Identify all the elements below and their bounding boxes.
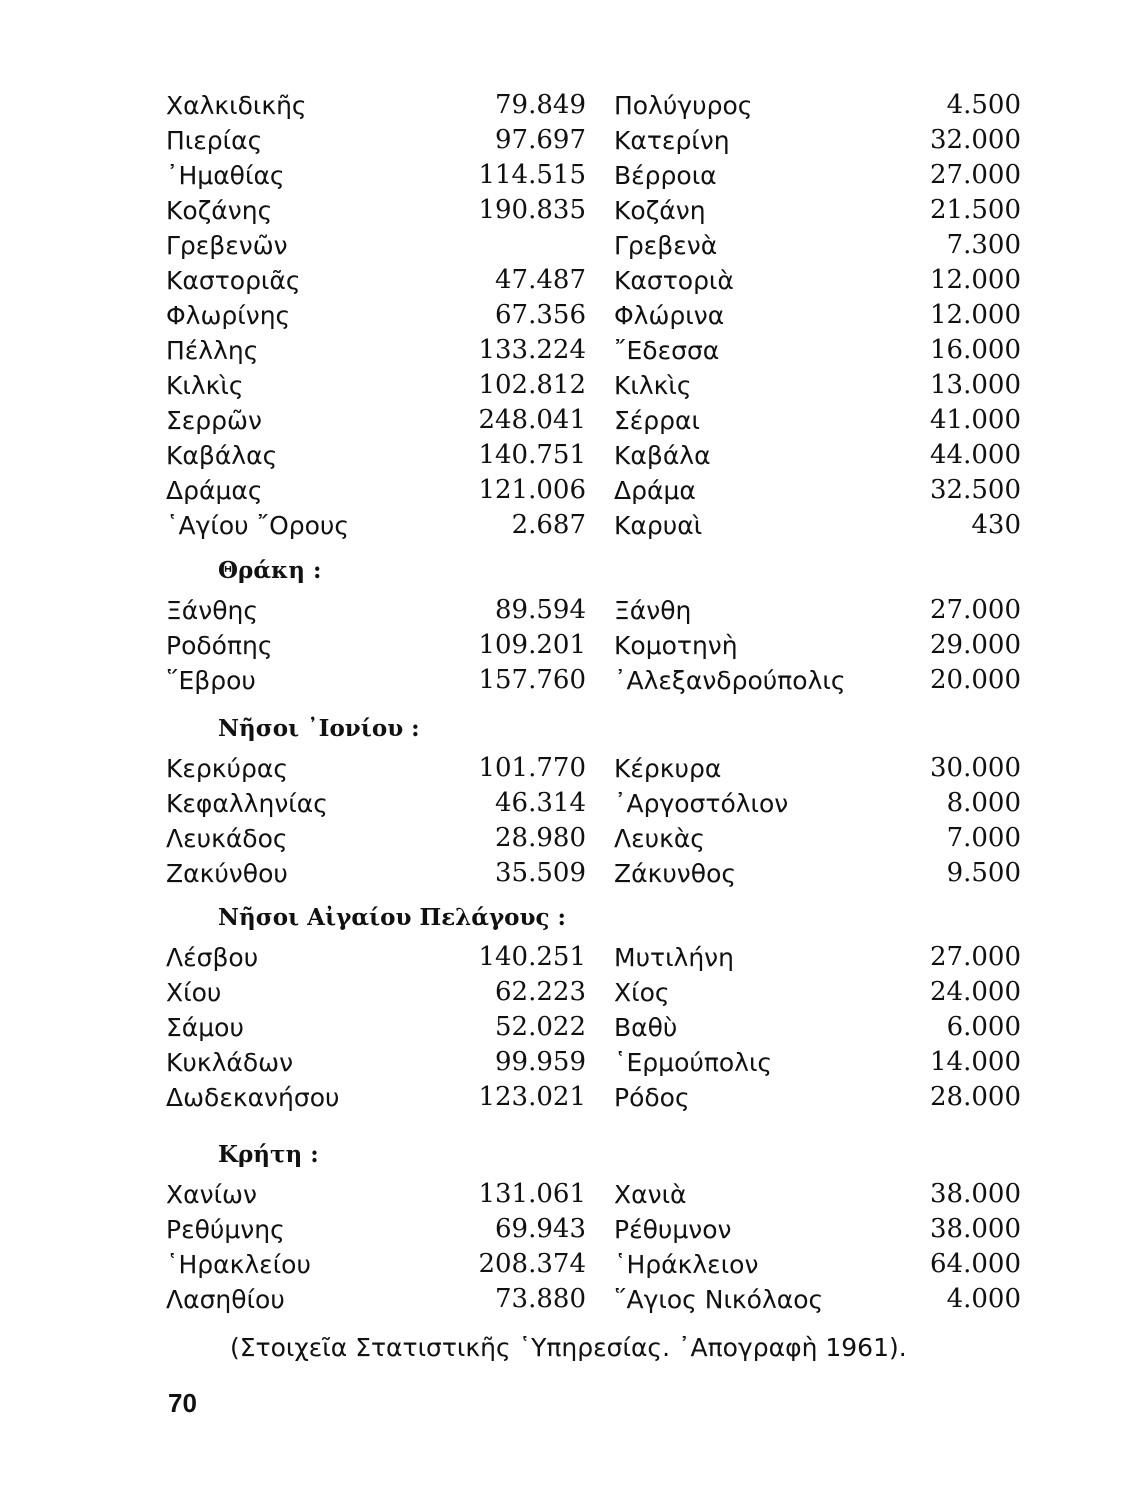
capital-town: Ζάκυνθος xyxy=(614,859,737,888)
capital-town: ῾Ερμούπολις xyxy=(614,1048,773,1077)
prefecture-population: 109.201 xyxy=(478,630,586,660)
prefecture-population: 52.022 xyxy=(495,1012,586,1042)
prefecture-name: Κερκύρας xyxy=(166,754,288,783)
prefecture-population: 248.041 xyxy=(478,405,586,435)
group-crete xyxy=(166,1132,1026,1317)
capital-population: 16.000 xyxy=(930,335,1021,365)
capital-population: 30.000 xyxy=(930,753,1021,783)
table-row xyxy=(166,403,1026,438)
rows xyxy=(166,88,1026,543)
capital-town: Κομοτηνὴ xyxy=(614,631,738,660)
table-row xyxy=(166,193,1026,228)
table-row xyxy=(166,228,1026,263)
table-row xyxy=(166,975,1026,1010)
capital-population: 9.500 xyxy=(946,858,1021,888)
prefecture-population: 123.021 xyxy=(478,1082,586,1112)
prefecture-name: Γρεβενῶν xyxy=(166,231,288,260)
prefecture-name: Ζακύνθου xyxy=(166,859,288,888)
table-row xyxy=(166,940,1026,975)
prefecture-name: Λευκάδος xyxy=(166,824,288,853)
page-number: 70 xyxy=(168,1388,197,1418)
capital-town: Καστοριὰ xyxy=(614,266,734,295)
prefecture-name: Πιερίας xyxy=(166,126,263,155)
prefecture-name: Καστοριᾶς xyxy=(166,266,301,295)
table-row xyxy=(166,1282,1026,1317)
group-macedonia xyxy=(166,88,1026,543)
prefecture-name: Χανίων xyxy=(166,1180,257,1209)
capital-town: Χίος xyxy=(614,978,670,1007)
capital-town: Μυτιλήνη xyxy=(614,943,734,972)
prefecture-name: Κεφαλληνίας xyxy=(166,789,328,818)
prefecture-name: Λασηθίου xyxy=(166,1285,285,1314)
table-row xyxy=(166,263,1026,298)
table-row xyxy=(166,88,1026,123)
prefecture-population: 67.356 xyxy=(495,300,586,330)
capital-town: Δράμα xyxy=(614,476,696,505)
prefecture-name: ῞Εβρου xyxy=(166,666,256,695)
capital-town: Κιλκὶς xyxy=(614,371,692,400)
capital-town: Κέρκυρα xyxy=(614,754,722,783)
prefecture-population: 131.061 xyxy=(478,1179,586,1209)
section-title: Κρήτη : xyxy=(218,1141,319,1168)
capital-town: Χανιὰ xyxy=(614,1180,687,1209)
prefecture-name: Καβάλας xyxy=(166,441,278,470)
capital-population: 27.000 xyxy=(930,942,1021,972)
prefecture-population: 114.515 xyxy=(478,160,586,190)
group-thrace xyxy=(166,548,1026,698)
prefecture-population: 69.943 xyxy=(495,1214,586,1244)
prefecture-name: Χαλκιδικῆς xyxy=(166,91,307,120)
capital-town: Πολύγυρος xyxy=(614,91,753,120)
capital-town: Κατερίνη xyxy=(614,126,730,155)
prefecture-population: 208.374 xyxy=(478,1249,586,1279)
capital-population: 21.500 xyxy=(930,195,1021,225)
table-row xyxy=(166,508,1026,543)
capital-population: 38.000 xyxy=(930,1179,1021,1209)
prefecture-name: ῾Ηρακλείου xyxy=(166,1250,311,1279)
table-row xyxy=(166,786,1026,821)
table-row xyxy=(166,628,1026,663)
capital-town: ῎Εδεσσα xyxy=(614,336,720,365)
capital-population: 27.000 xyxy=(930,160,1021,190)
prefecture-population: 190.835 xyxy=(478,195,586,225)
capital-population: 4.500 xyxy=(946,90,1021,120)
capital-population: 32.500 xyxy=(930,475,1021,505)
source-note: (Στοιχεῖα Στατιστικῆς ῾Υπηρεσίας. ᾿Απογραφὴ 1961). xyxy=(230,1333,907,1362)
prefecture-population: 101.770 xyxy=(478,753,586,783)
capital-population: 24.000 xyxy=(930,977,1021,1007)
prefecture-name: Κιλκὶς xyxy=(166,371,244,400)
prefecture-population: 35.509 xyxy=(495,858,586,888)
table-row xyxy=(166,298,1026,333)
group-ionian xyxy=(166,706,1026,891)
table-row xyxy=(166,333,1026,368)
prefecture-population: 97.697 xyxy=(495,125,586,155)
capital-town: Ρόδος xyxy=(614,1083,690,1112)
prefecture-population: 2.687 xyxy=(511,510,586,540)
prefecture-name: Πέλλης xyxy=(166,336,259,365)
prefecture-population: 47.487 xyxy=(495,265,586,295)
prefecture-population: 140.751 xyxy=(478,440,586,470)
capital-town: Βέρροια xyxy=(614,161,717,190)
prefecture-population: 102.812 xyxy=(478,370,586,400)
prefecture-population: 46.314 xyxy=(495,788,586,818)
prefecture-population: 121.006 xyxy=(478,475,586,505)
capital-town: Ξάνθη xyxy=(614,596,692,625)
prefecture-name: ῾Αγίου ῎Ορους xyxy=(166,511,350,540)
capital-town: ᾿Αλεξανδρούπολις xyxy=(614,666,846,695)
capital-population: 13.000 xyxy=(930,370,1021,400)
table-row xyxy=(166,1177,1026,1212)
table-row xyxy=(166,751,1026,786)
capital-population: 4.000 xyxy=(946,1284,1021,1314)
prefecture-name: Φλωρίνης xyxy=(166,301,291,330)
capital-town: Φλώρινα xyxy=(614,301,725,330)
capital-population: 64.000 xyxy=(930,1249,1021,1279)
capital-town: Γρεβενὰ xyxy=(614,231,718,260)
capital-town: ῞Αγιος Νικόλαος xyxy=(614,1285,824,1314)
capital-population: 44.000 xyxy=(930,440,1021,470)
table-row xyxy=(166,1080,1026,1115)
prefecture-name: Ξάνθης xyxy=(166,596,259,625)
table-row xyxy=(166,821,1026,856)
prefecture-name: Σερρῶν xyxy=(166,406,262,435)
capital-population: 28.000 xyxy=(930,1082,1021,1112)
prefecture-name: Χίου xyxy=(166,978,222,1007)
prefecture-name: Ροδόπης xyxy=(166,631,273,660)
prefecture-population: 133.224 xyxy=(478,335,586,365)
prefecture-population: 73.880 xyxy=(495,1284,586,1314)
prefecture-population: 140.251 xyxy=(478,942,586,972)
table-row xyxy=(166,856,1026,891)
table-row xyxy=(166,1010,1026,1045)
capital-town: ῾Ηράκλειον xyxy=(614,1250,759,1279)
prefecture-name: Σάμου xyxy=(166,1013,244,1042)
prefecture-population: 89.594 xyxy=(495,595,586,625)
prefecture-name: ᾿Ημαθίας xyxy=(166,161,285,190)
prefecture-name: Δωδεκανήσου xyxy=(166,1083,340,1112)
prefecture-name: Κυκλάδων xyxy=(166,1048,294,1077)
capital-town: Βαθὺ xyxy=(614,1013,678,1042)
capital-population: 29.000 xyxy=(930,630,1021,660)
capital-town: Ρέθυμνον xyxy=(614,1215,732,1244)
capital-town: Καβάλα xyxy=(614,441,711,470)
table-row xyxy=(166,158,1026,193)
capital-population: 20.000 xyxy=(930,665,1021,695)
prefecture-population: 79.849 xyxy=(495,90,586,120)
table-row xyxy=(166,473,1026,508)
table-row xyxy=(166,438,1026,473)
table-row xyxy=(166,123,1026,158)
capital-town: Κοζάνη xyxy=(614,196,706,225)
capital-population: 32.000 xyxy=(930,125,1021,155)
capital-population: 7.000 xyxy=(946,823,1021,853)
prefecture-name: Κοζάνης xyxy=(166,196,273,225)
prefecture-population: 99.959 xyxy=(495,1047,586,1077)
prefecture-name: Λέσβου xyxy=(166,943,259,972)
prefecture-name: Δράμας xyxy=(166,476,263,505)
capital-population: 27.000 xyxy=(930,595,1021,625)
table-row xyxy=(166,593,1026,628)
capital-town: Σέρραι xyxy=(614,406,700,435)
capital-town: ᾿Αργοστόλιον xyxy=(614,789,789,818)
capital-population: 38.000 xyxy=(930,1214,1021,1244)
table-row xyxy=(166,368,1026,403)
group-aegean xyxy=(166,895,1026,1115)
section-title: Θράκη : xyxy=(218,557,322,584)
capital-population: 12.000 xyxy=(930,300,1021,330)
capital-population: 430 xyxy=(971,510,1021,540)
table-row xyxy=(166,1247,1026,1282)
table-row xyxy=(166,1212,1026,1247)
section-title: Νῆσοι Αἰγαίου Πελάγους : xyxy=(218,904,566,931)
section-title: Νῆσοι ᾿Ιονίου : xyxy=(218,715,420,742)
capital-population: 8.000 xyxy=(946,788,1021,818)
capital-town: Καρυαὶ xyxy=(614,511,703,540)
capital-population: 7.300 xyxy=(946,230,1021,260)
table-row xyxy=(166,1045,1026,1080)
capital-population: 6.000 xyxy=(946,1012,1021,1042)
capital-population: 41.000 xyxy=(930,405,1021,435)
prefecture-population: 157.760 xyxy=(478,665,586,695)
capital-population: 14.000 xyxy=(930,1047,1021,1077)
capital-town: Λευκὰς xyxy=(614,824,705,853)
prefecture-name: Ρεθύμνης xyxy=(166,1215,285,1244)
prefecture-population: 28.980 xyxy=(495,823,586,853)
table-row xyxy=(166,663,1026,698)
prefecture-population: 62.223 xyxy=(495,977,586,1007)
capital-population: 12.000 xyxy=(930,265,1021,295)
